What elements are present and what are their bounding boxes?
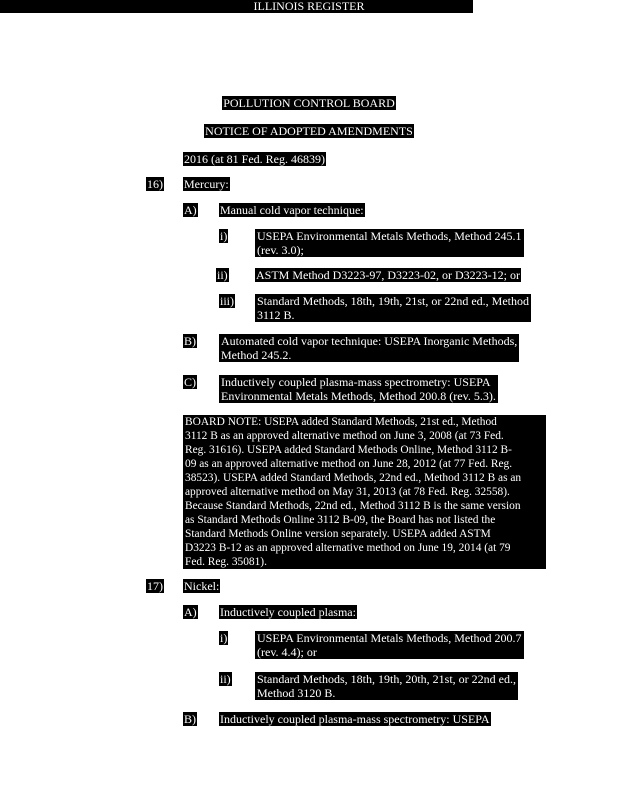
item-16-a-ii-label: ii) bbox=[217, 268, 228, 282]
item-16-b-label: B) bbox=[184, 334, 196, 348]
reference-line bbox=[183, 152, 326, 167]
item-16-b-text: Automated cold vapor technique: USEPA Inorganic Methods, Method 245.2. bbox=[221, 334, 518, 362]
item-16-title: Mercury: bbox=[184, 177, 229, 191]
item-17-number: 17) bbox=[147, 579, 163, 593]
item-16-a-label: A) bbox=[184, 203, 197, 217]
item-16-a-iii-text: Standard Methods, 18th, 19th, 21st, or 22nd ed., Method 3112 B. bbox=[257, 294, 529, 322]
item-16-c-text: Inductively coupled plasma-mass spectrometry: USEPA Environmental Metals Methods, Method 200.8 (rev. 5.3). bbox=[221, 375, 496, 403]
board-note-line: D3223 B-12 as an approved alternative method on June 19, 2014 (at 79 bbox=[185, 542, 511, 554]
item-17-a-i-label: i) bbox=[220, 631, 228, 645]
register-title: ILLINOIS REGISTER bbox=[253, 0, 365, 13]
reference-text: 2016 (at 81 Fed. Reg. 46839) bbox=[184, 152, 325, 166]
item-17-a-i-text: USEPA Environmental Metals Methods, Method 200.7 (rev. 4.4); or bbox=[257, 631, 522, 659]
register-header-bar bbox=[0, 0, 473, 13]
board-note-line: Standard Methods Online version separately. USEPA added ASTM bbox=[185, 528, 491, 540]
item-16-a-text: Manual cold vapor technique: bbox=[220, 203, 364, 217]
board-note-line: Reg. 31616). USEPA added Standard Methods Online, Method 3112 B- bbox=[185, 444, 512, 456]
board-note-line: Fed. Reg. 35081). bbox=[185, 556, 267, 568]
item-17-b-label: B) bbox=[184, 712, 196, 726]
item-17-b-text: Inductively coupled plasma-mass spectrometry: USEPA bbox=[220, 712, 490, 726]
board-title: POLLUTION CONTROL BOARD bbox=[223, 96, 395, 110]
board-note-line: approved alternative method on May 31, 2013 (at 78 Fed. Reg. 32558). bbox=[185, 486, 510, 498]
item-17-a-ii-label: ii) bbox=[220, 672, 231, 686]
board-note-line: 09 as an approved alternative method on June 28, 2012 (at 77 Fed. Reg. bbox=[185, 458, 513, 470]
board-note-line: 38523). USEPA added Standard Methods, 22nd ed., Method 3112 B as an bbox=[185, 472, 522, 484]
item-16-a-iii-label: iii) bbox=[220, 294, 234, 308]
item-17-a-label: A) bbox=[184, 605, 197, 619]
board-note-line: BOARD NOTE: USEPA added Standard Methods, 21st ed., Method bbox=[185, 416, 497, 428]
item-16-a-i-label: i) bbox=[220, 229, 228, 243]
board-note bbox=[183, 415, 546, 569]
board-note-line: as Standard Methods Online 3112 B-09, the Board has not listed the bbox=[185, 514, 496, 526]
item-16-number: 16) bbox=[147, 177, 163, 191]
item-17-title: Nickel: bbox=[184, 579, 220, 593]
item-16-a-i-text: USEPA Environmental Metals Methods, Method 245.1 (rev. 3.0); bbox=[257, 229, 522, 257]
item-17-a-text: Inductively coupled plasma: bbox=[220, 605, 356, 619]
item-16-a-ii-text: ASTM Method D3223-97, D3223-02, or D3223-12; or bbox=[256, 268, 520, 282]
item-16-c-label: C) bbox=[184, 375, 196, 389]
board-note-line: Because Standard Methods, 22nd ed., Method 3112 B is the same version bbox=[185, 500, 521, 512]
board-line bbox=[0, 96, 618, 111]
item-17-a-ii-text: Standard Methods, 18th, 19th, 20th, 21st, or 22nd ed., Method 3120 B. bbox=[257, 672, 516, 700]
board-note-line: 3112 B as an approved alternative method on June 3, 2008 (at 73 Fed. bbox=[185, 430, 504, 442]
notice-line bbox=[0, 124, 618, 139]
notice-title: NOTICE OF ADOPTED AMENDMENTS bbox=[205, 124, 413, 138]
